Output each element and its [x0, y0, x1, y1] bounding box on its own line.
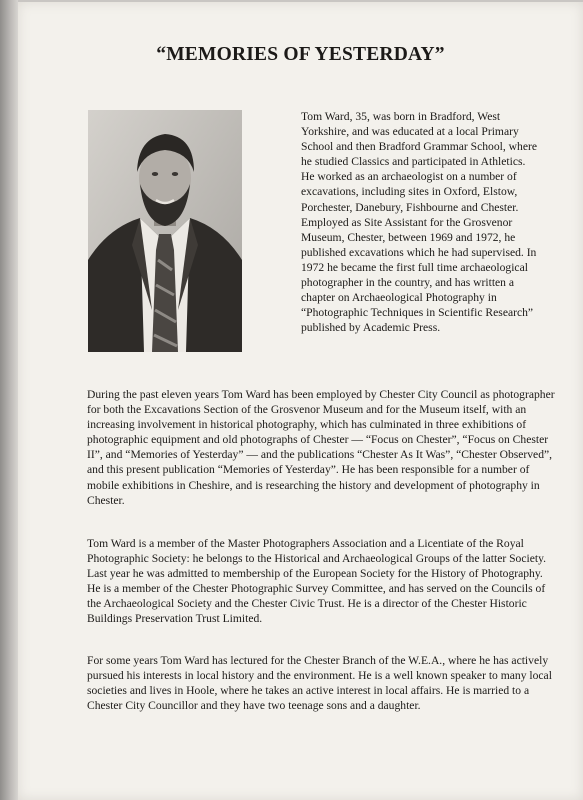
body-paragraph-personal: For some years Tom Ward has lectured for the Chester Branch of the W.E.A., where he has actively pursued his interests in local history and the environment. He is a well known speaker to many local societies and lives in Hoole, where he takes an active interest in local affairs. He is married to a Chester City Councillor and they have two teenage sons and a daughter.: [87, 654, 552, 713]
body-paragraph-career: During the past eleven years Tom Ward has been employed by Chester City Council as photographer for both the Excavations Section of the Grosvenor Museum and for the Museum itself, with an increasing involvement in historical photography, which has culminated in three exhibitions of photographic equipment and old photographs of Chester — “Focus on Chester”, “Focus on Chester II”, and “Memories of Yesterday” — and the publications “Chester As It Was”, “Chester Observed”, and this present publication “Memories of Yesterday”. He has been responsible for a number of mobile exhibitions in Cheshire, and is researching the history and development of photography in Chester.: [87, 388, 555, 507]
document-page: [18, 2, 583, 800]
page-title: “MEMORIES OF YESTERDAY”: [156, 44, 445, 65]
portrait-image: [88, 110, 242, 352]
body-paragraph-memberships: Tom Ward is a member of the Master Photographers Association and a Licentiate of the Royal Photographic Society: he belongs to the Historical and Archaeological Groups of the latter Society. Last year he was admitted to membership of the European Society for the History of Photography. He is a member of the Chester Photographic Survey Committee, and has served on the Councils of the Archaeological Society and the Chester Civic Trust. He is a director of the Chester Historic Buildings Preservation Trust Limited.: [87, 537, 547, 626]
binding-edge: [0, 0, 18, 800]
author-intro-text: Tom Ward, 35, was born in Bradford, West Yorkshire, and was educated at a local Primary School and then Bradford Grammar School, where he studied Classics and participated in Athletics. He worked as an archaeologist on a number of excavations, including sites in Oxford, Elstow, Porchester, Danebury, Fishbourne and Chester. Employed as Site Assistant for the Grosvenor Museum, Chester, between 1969 and 1972, he published excavations which he had supervised. In 1972 he became the first full time archaeological photographer in the country, and has written a chapter on Archaeological Photography in “Photographic Techniques in Scientific Research” published by Academic Press.: [301, 110, 537, 335]
author-portrait: [88, 110, 242, 352]
